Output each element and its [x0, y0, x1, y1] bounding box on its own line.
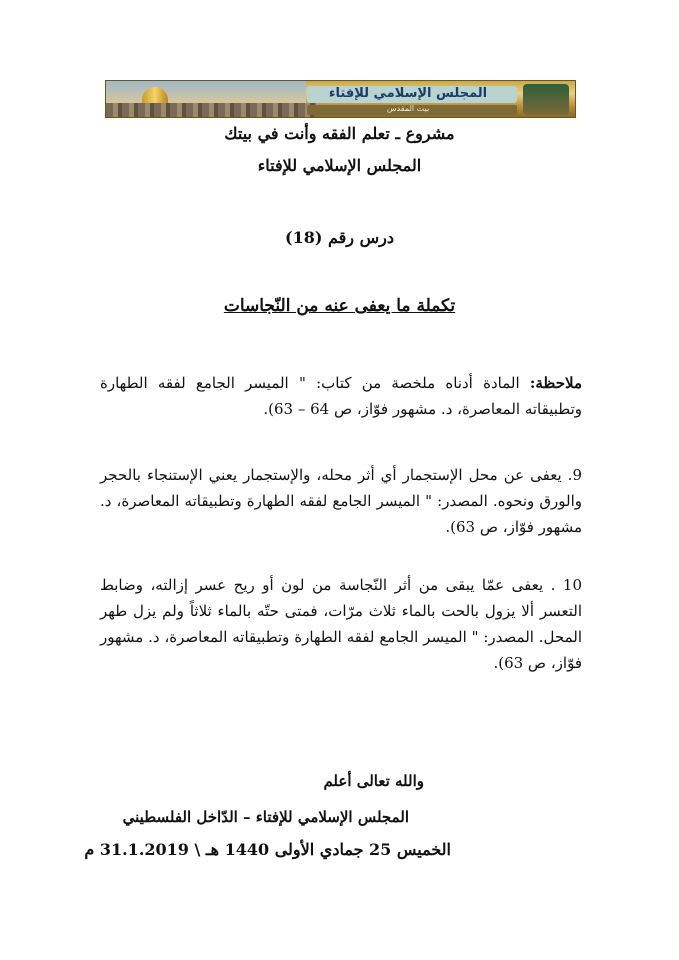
signature-council: المجلس الإسلامي للإفتاء – الدّاخل الفلسطيني — [122, 808, 409, 826]
closing-phrase: والله تعالى أعلم — [323, 772, 424, 790]
city-skyline-image — [106, 103, 316, 117]
paragraph-9: 9. يعفى عن محل الإستجمار أي أثر محله، والإستجمار يعني الإستنجاء بالحجر والورق ونحوه. المصدر: " الميسر الجامع لفقه الطهارة وتطبيقاته المعاصرة، د. مشهور فوّاز، ص 63). — [100, 466, 582, 536]
project-heading: مشروع ـ تعلم الفقه وأنت في بيتك — [224, 124, 455, 143]
lesson-number: درس رقم (18) — [285, 228, 394, 247]
council-heading: المجلس الإسلامي للإفتاء — [257, 156, 422, 175]
banner-title: المجلس الإسلامي للإفتاء — [328, 86, 488, 101]
note-text: المادة أدناه ملخصة من كتاب: " الميسر الجامع لفقه الطهارة وتطبيقاته المعاصرة، د. مشهور فوّاز، ص 64 – 63). — [100, 374, 582, 418]
note-paragraph — [100, 370, 582, 422]
signature-date: الخميس 25 جمادي الأولى 1440 هـ \ 31.1.2019 م — [84, 840, 451, 859]
header-banner — [105, 80, 576, 118]
page-title: تكملة ما يعفى عنه من النّجاسات — [223, 296, 456, 316]
paragraph-10: 10 . يعفى عمّا يبقى من أثر النّجاسة من لون أو ريح عسر إزالته، وضابط التعسر ألا يزول بالحت بالماء ثلاث مرّات، فمتى حتّه بالماء ثلاثاً ولم يزل طهر المحل. المصدر: " الميسر الجامع لفقه الطهارة وتطبيقاته المعاصرة، د. مشهور فوّاز، ص 63). — [100, 576, 582, 672]
council-emblem-icon — [523, 84, 569, 115]
note-label: ملاحظة: — [529, 374, 582, 392]
banner-subtitle: بيت المقدس — [386, 104, 430, 113]
